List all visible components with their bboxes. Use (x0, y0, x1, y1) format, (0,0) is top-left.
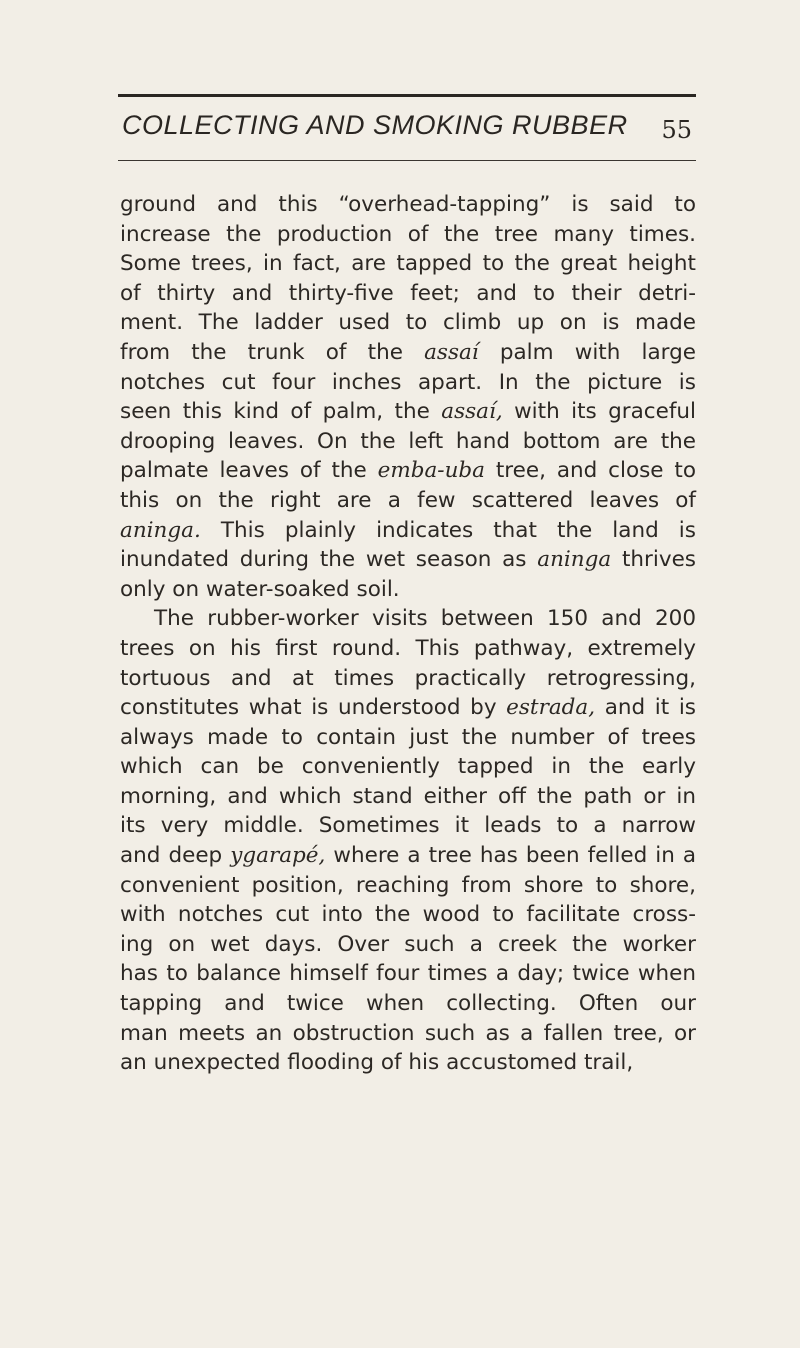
text-run: its very middle. Sometimes it leads to a narrow (120, 813, 696, 839)
text-line (120, 723, 696, 753)
text-line (120, 871, 696, 901)
paragraph (120, 604, 696, 1078)
text-line (120, 930, 696, 960)
text-run: tree, and close to (485, 458, 696, 484)
text-line (120, 486, 696, 516)
italic-term: estrada, (506, 695, 596, 721)
italic-term: assaí (424, 339, 479, 365)
text-line (120, 634, 696, 664)
text-run: of thirty and thirty-five feet; and to their detri- (120, 280, 696, 306)
text-line (120, 693, 696, 723)
text-run: increase the production of the tree many times. (120, 221, 696, 247)
text-line (120, 545, 696, 575)
text-run: tapping and twice when collecting. Often our (120, 991, 696, 1017)
text-line (120, 190, 696, 220)
header-rule-top (118, 94, 696, 97)
text-run: with notches cut into the wood to facilitate cross- (120, 902, 696, 928)
text-line (120, 841, 696, 871)
text-line (120, 397, 696, 427)
text-run: The rubber-worker visits between 150 and 200 (154, 606, 696, 632)
text-line (120, 427, 696, 457)
italic-term: aninga. (120, 517, 201, 543)
text-run: inundated during the wet season as (120, 547, 538, 573)
text-run: seen this kind of palm, the (120, 399, 442, 425)
text-line (120, 249, 696, 279)
text-run: always made to contain just the number of trees (120, 724, 696, 750)
running-head (118, 104, 696, 148)
text-line (120, 959, 696, 989)
text-run: with its graceful (502, 399, 696, 425)
italic-term: ygarapé, (230, 843, 326, 869)
text-line (120, 308, 696, 338)
text-run: from the trunk of the (120, 339, 425, 365)
text-run: palm with large (478, 339, 697, 365)
text-run: trees on his first round. This pathway, extremely (120, 635, 696, 661)
text-line (120, 1048, 696, 1078)
text-line (120, 1019, 696, 1049)
body-text (120, 190, 696, 1078)
paragraph (120, 190, 696, 604)
italic-term: emba-uba (377, 458, 485, 484)
running-title: COLLECTING AND SMOKING RUBBER (122, 110, 628, 140)
text-run: palmate leaves of the (120, 458, 378, 484)
text-line (120, 989, 696, 1019)
text-run: notches cut four inches apart. In the picture is (120, 369, 696, 395)
italic-term: assaí, (441, 399, 503, 425)
text-line (120, 575, 696, 605)
text-run: and deep (120, 843, 231, 869)
text-run: constitutes what is understood by (120, 695, 507, 721)
text-run: This plainly indicates that the land is (200, 517, 696, 543)
text-line (120, 516, 696, 546)
text-run: ing on wet days. Over such a creek the worker (120, 931, 696, 957)
text-run: ment. The ladder used to climb up on is made (120, 310, 696, 336)
text-run: which can be conveniently tapped in the early (120, 754, 696, 780)
text-run: drooping leaves. On the left hand bottom are the (120, 428, 696, 454)
italic-term: aninga (537, 547, 612, 573)
text-line (120, 338, 696, 368)
text-run: tortuous and at times practically retrogressing, (120, 665, 696, 691)
page-number: 55 (661, 116, 692, 144)
text-run: man meets an obstruction such as a fallen tree, or (120, 1020, 696, 1046)
text-line (120, 604, 696, 634)
text-line (120, 900, 696, 930)
text-line (120, 368, 696, 398)
text-run: has to balance himself four times a day; twice when (120, 961, 696, 987)
header-rule-bottom (118, 160, 696, 161)
text-run: only on water-soaked soil. (120, 576, 400, 602)
text-run: morning, and which stand either off the path or in (120, 783, 696, 809)
text-run: and it is (595, 695, 696, 721)
text-run: convenient position, reaching from shore to shore, (120, 872, 696, 898)
text-run: ground and this “overhead-tapping” is said to (120, 192, 696, 217)
text-run: this on the right are a few scattered leaves of (120, 487, 696, 513)
text-line (120, 782, 696, 812)
text-run: where a tree has been felled in a (325, 843, 696, 869)
text-run: thrives (611, 547, 696, 573)
text-line (120, 752, 696, 782)
text-line (120, 279, 696, 309)
text-line (120, 220, 696, 250)
text-run: Some trees, in fact, are tapped to the great height (120, 251, 696, 277)
text-line (120, 811, 696, 841)
text-line (120, 456, 696, 486)
text-run: an unexpected flooding of his accustomed trail, (120, 1050, 634, 1076)
text-line (120, 664, 696, 694)
